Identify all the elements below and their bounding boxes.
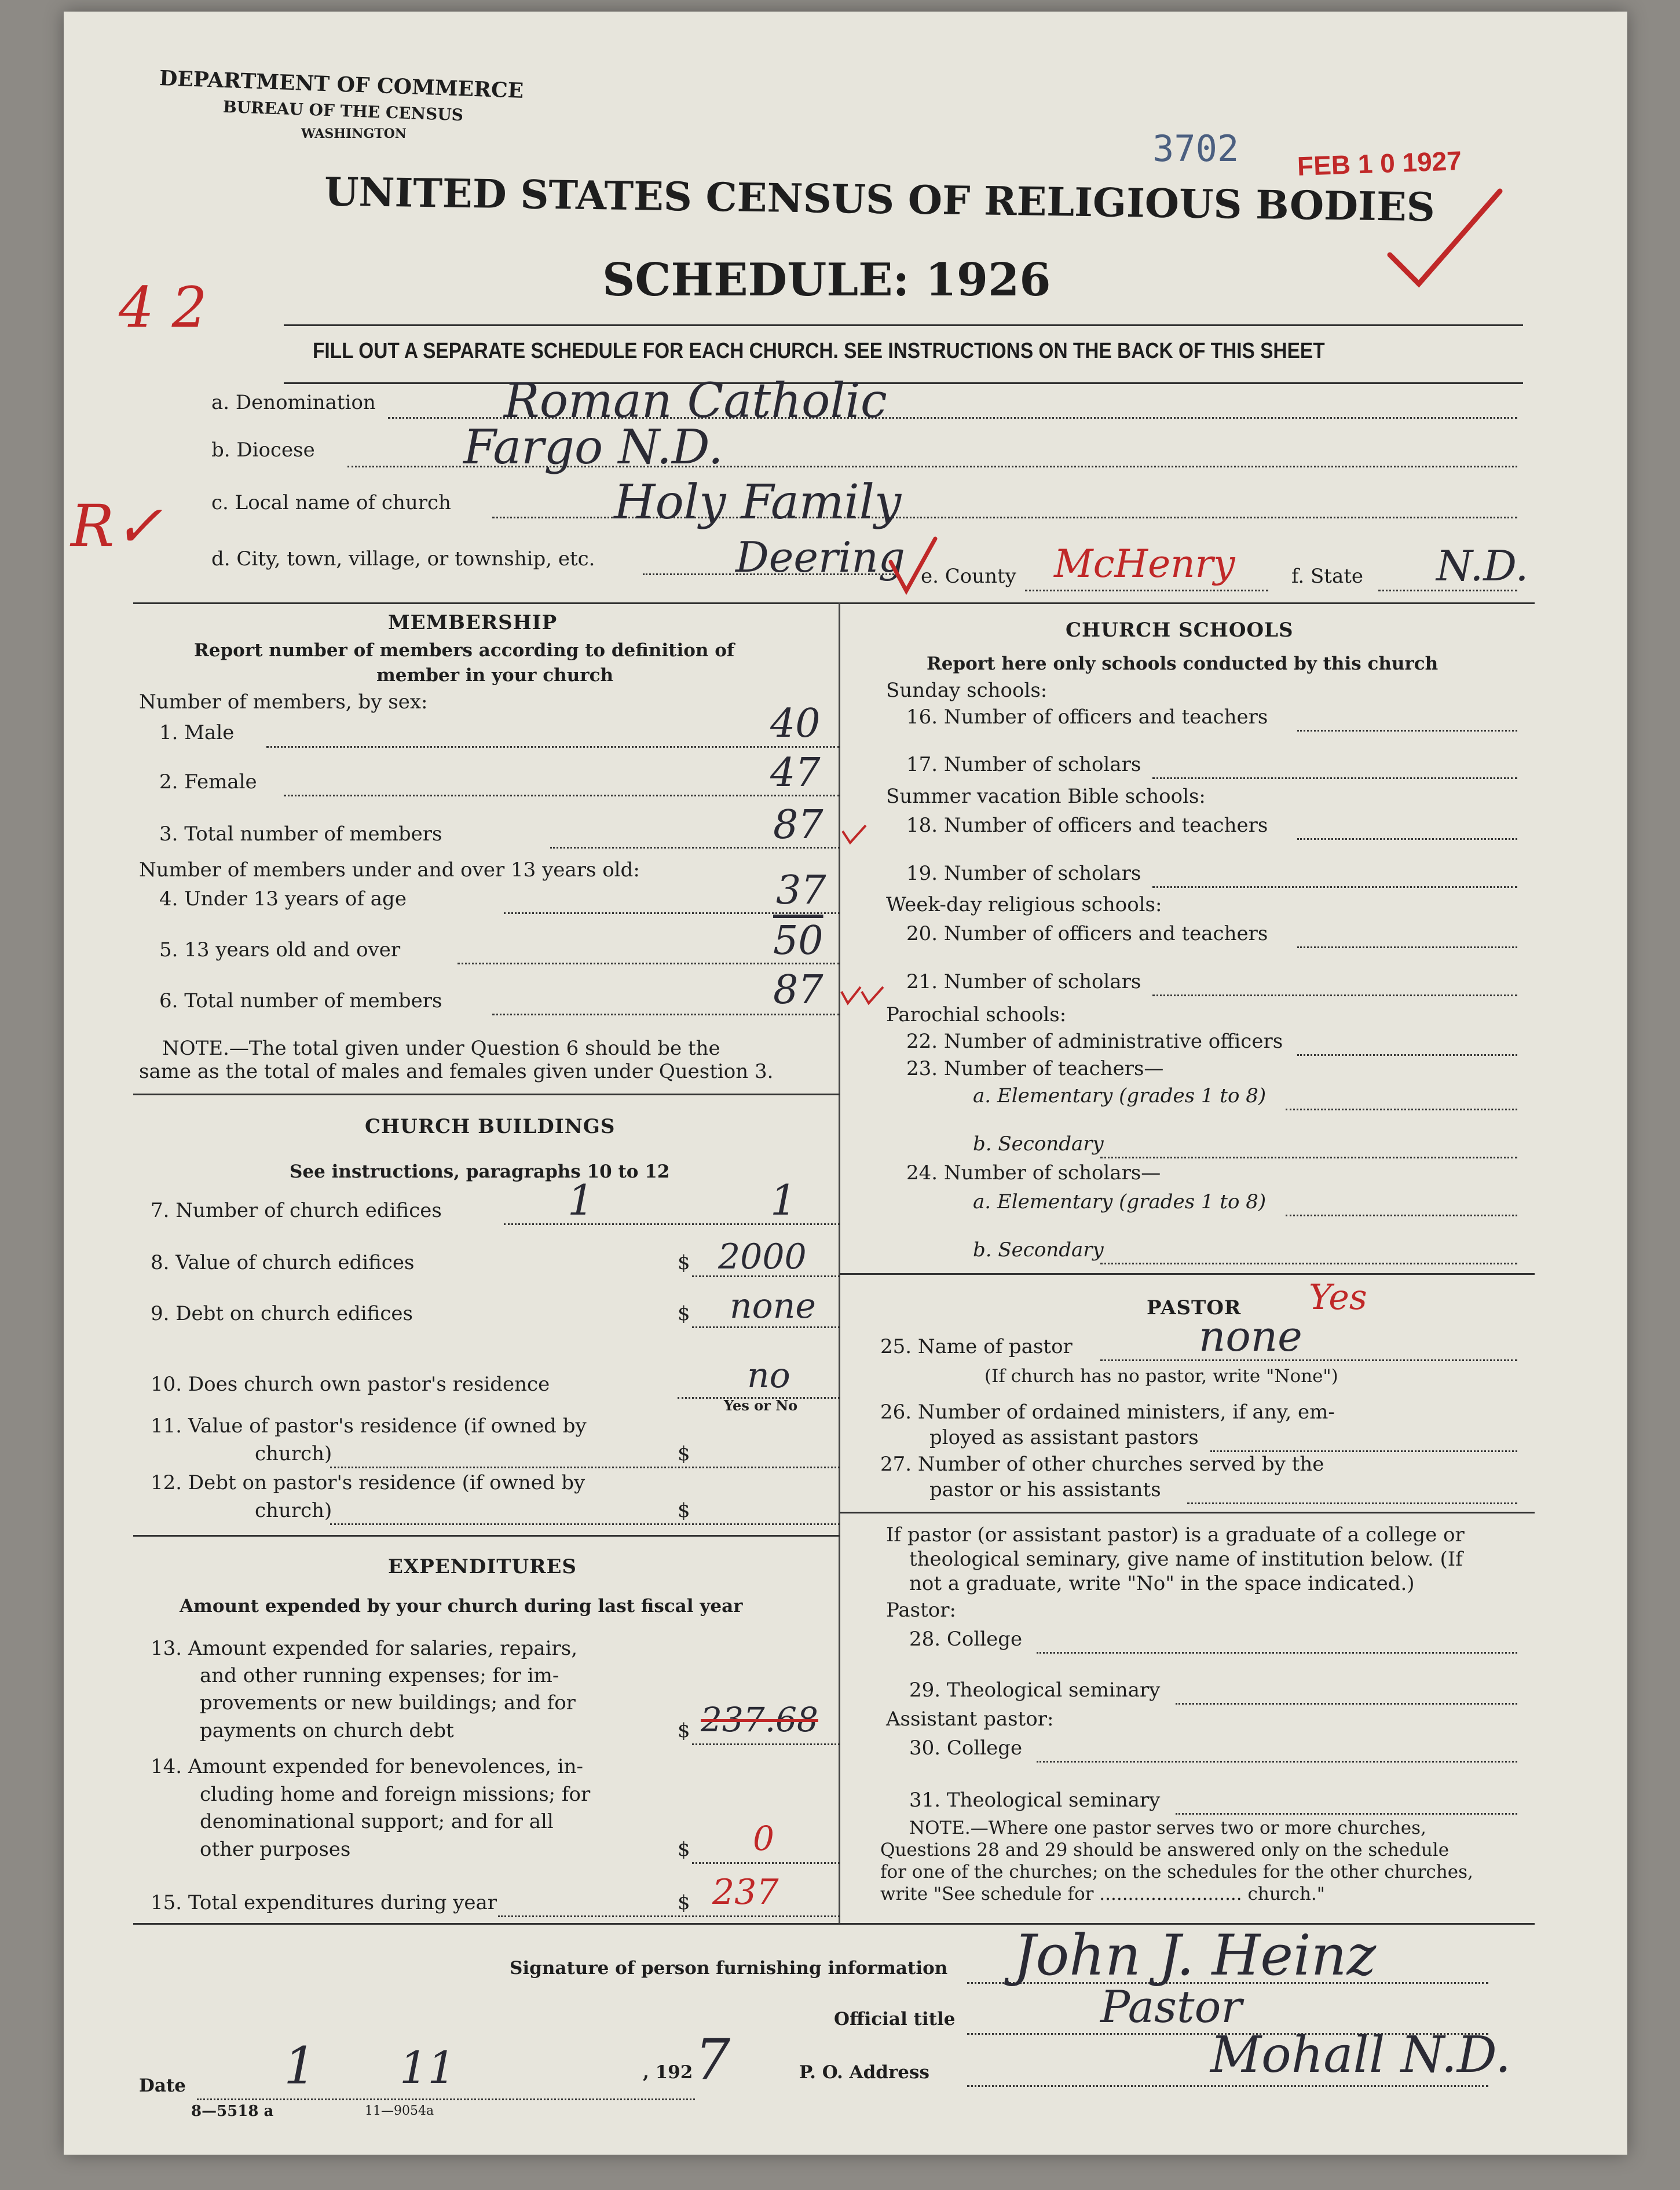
q23-label: 23. Number of teachers— (906, 1057, 1164, 1080)
membership-heading: MEMBERSHIP (388, 611, 558, 634)
q9-debt-value[interactable]: none (730, 1286, 816, 1326)
q11-dollar-sign: $ (678, 1442, 690, 1465)
expenditures-heading: EXPENDITURES (388, 1555, 577, 1578)
q10-residence-value[interactable]: no (747, 1355, 790, 1396)
margin-number: 4 2 (119, 275, 207, 340)
q5-13-and-over-label: 5. 13 years old and over (159, 938, 401, 961)
q29-label: 29. Theological seminary (909, 1679, 1161, 1702)
official-title-label: Official title (834, 2009, 956, 2030)
form-number: 8—5518 a (191, 2103, 274, 2120)
q23a-label: a. Elementary (grades 1 to 8) (973, 1084, 1267, 1107)
q2-female-value[interactable]: 47 (770, 750, 821, 796)
members-by-sex-label: Number of members, by sex: (139, 690, 428, 714)
q3-total-value[interactable]: 87 (773, 802, 823, 848)
schedule-subtitle: SCHEDULE: 1926 (602, 254, 1051, 306)
q26-label-2: ployed as assistant pastors (929, 1426, 1199, 1449)
pastor-note-1: NOTE.—Where one pastor serves two or more churches, (909, 1818, 1426, 1838)
q7-edifices-value-b[interactable]: 1 (770, 1176, 797, 1224)
q30-label: 30. College (909, 1736, 1023, 1760)
pastor-note-4: write "See schedule for ......................... church." (880, 1884, 1326, 1904)
date-year-prefix: , 192 (643, 2062, 693, 2083)
members-by-age-label: Number of members under and over 13 years old: (139, 858, 640, 882)
q18-label: 18. Number of officers and teachers (906, 814, 1268, 837)
date-month-value[interactable]: 1 (284, 2036, 316, 2096)
q14-value[interactable]: 0 (753, 1819, 774, 1858)
q24-label: 24. Number of scholars— (906, 1161, 1161, 1184)
denomination-label: a. Denomination (211, 391, 376, 414)
q1-male-value[interactable]: 40 (770, 701, 821, 747)
q13-label-2: and other running expenses; for im- (200, 1664, 559, 1687)
q22-label: 22. Number of administrative officers (906, 1030, 1283, 1053)
q15-value[interactable]: 237 (712, 1872, 779, 1913)
q5-13-and-over-value[interactable]: 50 (773, 918, 823, 964)
pastor-note-3: for one of the churches; on the schedules for the other churches, (880, 1862, 1473, 1882)
denomination-value[interactable]: Roman Catholic (504, 374, 887, 429)
department-line-3: WASHINGTON (301, 126, 407, 141)
state-value[interactable]: N.D. (1436, 542, 1529, 590)
q24b-label: b. Secondary (973, 1238, 1104, 1262)
q15-dollar-sign: $ (678, 1891, 690, 1914)
q8-value-value[interactable]: 2000 (718, 1237, 807, 1277)
membership-rule (133, 1094, 840, 1095)
q20-label: 20. Number of officers and teachers (906, 922, 1268, 945)
membership-note-1: NOTE.—The total given under Question 6 should be the (162, 1037, 720, 1060)
q12-label-1: 12. Debt on pastor's residence (if owned by (151, 1471, 585, 1494)
membership-intro-2: member in your church (376, 665, 614, 686)
instruction-bottom-rule (284, 382, 1523, 384)
pastor-subheading: Pastor: (886, 1599, 956, 1622)
expenditures-sub: Amount expended by your church during last fiscal year (180, 1596, 743, 1617)
local-name-value[interactable]: Holy Family (614, 475, 902, 530)
city-label: d. City, town, village, or township, etc. (211, 547, 595, 571)
q10-yes-no-hint: Yes or No (724, 1397, 798, 1414)
instruction-banner: FILL OUT A SEPARATE SCHEDULE FOR EACH CHURCH. SEE INSTRUCTIONS ON THE BACK OF THIS SHEET (313, 339, 1325, 363)
q21-label: 21. Number of scholars (906, 970, 1141, 993)
schools-heading: CHURCH SCHOOLS (1066, 619, 1294, 642)
section-divider-top (133, 602, 1535, 604)
county-label: e. County (921, 565, 1016, 588)
q13-label-1: 13. Amount expended for salaries, repairs, (151, 1637, 578, 1660)
q13-dollar-sign: $ (678, 1719, 690, 1742)
census-schedule-sheet (64, 12, 1627, 2155)
q13-label-3: provements or new buildings; and for (200, 1691, 576, 1714)
q7-edifices-value[interactable]: 1 (568, 1176, 594, 1224)
q9-dollar-sign: $ (678, 1302, 690, 1325)
q14-label-2: cluding home and foreign missions; for (200, 1783, 591, 1806)
schedule-title: UNITED STATES CENSUS OF RELIGIOUS BODIES (324, 169, 1436, 231)
q14-dollar-sign: $ (678, 1838, 690, 1861)
q6-total-value[interactable]: 87 (773, 967, 823, 1013)
q13-value[interactable]: 237.68 (701, 1700, 818, 1739)
po-address-value[interactable]: Mohall N.D. (1210, 2026, 1511, 2084)
signature-value[interactable]: John J. Heinz (1013, 1923, 1377, 1988)
local-name-label: c. Local name of church (211, 491, 451, 514)
center-column-divider (839, 602, 840, 1923)
county-value[interactable]: McHenry (1054, 542, 1235, 586)
q6-total-label: 6. Total number of members (159, 989, 442, 1012)
q14-label-1: 14. Amount expended for benevolences, in- (151, 1755, 584, 1778)
q2-female-label: 2. Female (159, 770, 257, 794)
q12-label-2: church) (255, 1499, 332, 1522)
q25-correction: Yes (1309, 1277, 1367, 1318)
assistant-pastor-subheading: Assistant pastor: (886, 1708, 1054, 1731)
membership-note-2: same as the total of males and females given under Question 3. (139, 1060, 774, 1083)
q8-dollar-sign: $ (678, 1251, 690, 1274)
graduate-note-2: theological seminary, give name of institution below. (If (909, 1548, 1463, 1571)
red-double-tick-q6-icon (840, 985, 886, 1008)
buildings-rule (133, 1535, 840, 1537)
buildings-instructions: See instructions, paragraphs 10 to 12 (290, 1161, 670, 1182)
q7-edifices-label: 7. Number of church edifices (151, 1199, 442, 1222)
state-label: f. State (1291, 565, 1363, 588)
q9-debt-label: 9. Debt on church edifices (151, 1302, 413, 1325)
schools-sub: Report here only schools conducted by this church (927, 653, 1439, 674)
q17-label: 17. Number of scholars (906, 753, 1141, 776)
membership-intro-1: Report number of members according to definition of (194, 640, 735, 661)
q27-label-2: pastor or his assistants (929, 1478, 1161, 1501)
print-number: 11—9054a (365, 2104, 434, 2118)
pastor-rule (840, 1512, 1535, 1513)
date-day-value[interactable]: 11 (400, 2042, 456, 2093)
schools-rule (840, 1273, 1535, 1275)
signature-label: Signature of person furnishing information (510, 1958, 948, 1979)
summer-schools-label: Summer vacation Bible schools: (886, 785, 1206, 808)
q19-label: 19. Number of scholars (906, 862, 1141, 885)
po-address-label: P. O. Address (799, 2062, 929, 2083)
q28-label: 28. College (909, 1628, 1023, 1651)
official-title-value[interactable]: Pastor (1100, 1981, 1242, 2032)
q12-dollar-sign: $ (678, 1499, 690, 1522)
diocese-value[interactable]: Fargo N.D. (463, 420, 723, 475)
q14-label-4: other purposes (200, 1838, 351, 1861)
q31-label: 31. Theological seminary (909, 1789, 1161, 1812)
department-line-1: DEPARTMENT OF COMMERCE (159, 66, 524, 103)
q26-label-1: 26. Number of ordained ministers, if any, em- (880, 1401, 1335, 1424)
department-line-2: BUREAU OF THE CENSUS (222, 97, 464, 125)
q27-label-1: 27. Number of other churches served by the (880, 1453, 1324, 1476)
red-tick-q3-icon (840, 822, 869, 846)
diocese-label: b. Diocese (211, 438, 315, 462)
pastor-note-2: Questions 28 and 29 should be answered only on the schedule (880, 1840, 1450, 1860)
q10-residence-label: 10. Does church own pastor's residence (151, 1373, 550, 1396)
q23b-label: b. Secondary (973, 1132, 1104, 1156)
instruction-top-rule (284, 324, 1523, 326)
q25-value[interactable]: none (1199, 1312, 1302, 1361)
city-value[interactable]: Deering (735, 533, 905, 582)
q11-label-2: church) (255, 1442, 332, 1465)
q14-label-3: denominational support; and for all (200, 1810, 554, 1833)
date-year-digit[interactable]: 7 (695, 2027, 731, 2092)
q8-value-label: 8. Value of church edifices (151, 1251, 415, 1274)
date-stamp: FEB 1 0 1927 (1297, 145, 1462, 181)
q16-label: 16. Number of officers and teachers (906, 705, 1268, 729)
q3-total-label: 3. Total number of members (159, 822, 442, 846)
margin-review-mark: R✓ (71, 492, 163, 560)
weekday-schools-label: Week-day religious schools: (886, 893, 1162, 916)
parochial-schools-label: Parochial schools: (886, 1003, 1067, 1026)
serial-stamp: 3702 (1152, 127, 1239, 170)
sunday-schools-label: Sunday schools: (886, 679, 1048, 702)
q15-label: 15. Total expenditures during year (151, 1891, 497, 1914)
q24a-label: a. Elementary (grades 1 to 8) (973, 1190, 1267, 1213)
buildings-heading: CHURCH BUILDINGS (365, 1115, 616, 1138)
q11-label-1: 11. Value of pastor's residence (if owned by (151, 1414, 587, 1438)
q13-label-4: payments on church debt (200, 1719, 454, 1742)
date-label: Date (139, 2075, 186, 2096)
graduate-note-3: not a graduate, write "No" in the space indicated.) (909, 1572, 1415, 1595)
graduate-note-1: If pastor (or assistant pastor) is a graduate of a college or (886, 1523, 1465, 1546)
q4-under-13-value[interactable]: 37 (776, 868, 826, 913)
q25-hint: (If church has no pastor, write "None") (984, 1366, 1338, 1387)
q1-male-label: 1. Male (159, 721, 235, 744)
q25-label: 25. Name of pastor (880, 1335, 1073, 1358)
pastor-heading: PASTOR (1147, 1296, 1242, 1319)
q4-under-13-label: 4. Under 13 years of age (159, 887, 407, 911)
